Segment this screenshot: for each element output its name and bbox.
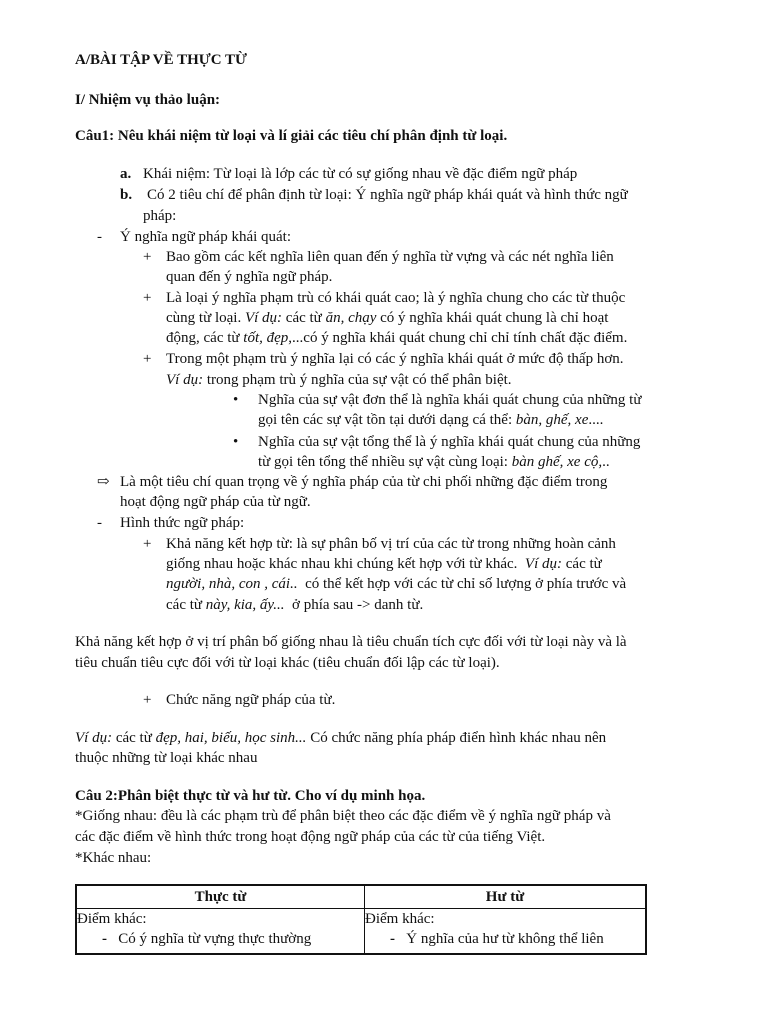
meaning-point2-line2: cùng từ loại. Ví dụ: các từ ăn, chạy có ý nghĩa khái quát chung là chỉ hoạt: [166, 310, 609, 326]
meaning-point1-line2: quan đến ý nghĩa ngữ pháp.: [166, 269, 333, 285]
arrow-point-line2: hoạt động ngữ pháp của từ ngữ.: [120, 494, 311, 510]
sub-bullet2-line1: Nghĩa của sự vật tổng thể là ý nghĩa khái quát chung của những: [258, 434, 641, 450]
list-marker-a: a.: [120, 166, 132, 182]
bullet-marker: •: [233, 434, 239, 450]
plus-marker: +: [143, 351, 152, 367]
doc-title: A/BÀI TẬP VỀ THỰC TỪ: [75, 52, 247, 68]
arrow-icon: ⇨: [97, 474, 110, 490]
difference-heading: *Khác nhau:: [75, 850, 152, 866]
table-header-cell: Hư từ: [365, 885, 647, 909]
list-item-b-line1: Có 2 tiêu chí để phân định từ loại: Ý nghĩa ngữ pháp khái quát và hình thức ngữ: [147, 187, 628, 203]
meaning-point3-line2: Ví dụ: trong phạm trù ý nghĩa của sự vật có thể phân biệt.: [166, 372, 512, 388]
similarity-line2: các đặc điểm về hình thức trong hoạt động ngữ pháp của các từ của tiếng Việt.: [75, 829, 546, 845]
list-marker-b: b.: [120, 187, 133, 203]
paragraph-line2: tiêu chuẩn tiêu cực đối với từ loại khác (tiêu chuẩn đối lập các từ loại).: [75, 655, 500, 671]
plus-marker: +: [143, 290, 152, 306]
table-header-cell: Thực từ: [76, 885, 365, 909]
table-cell: [76, 909, 365, 955]
dash-marker: -: [97, 515, 102, 531]
dash-marker: -: [97, 229, 102, 245]
meaning-point2-line3: động, các từ tốt, đẹp,...có ý nghĩa khái quát chung chỉ chỉ tính chất đặc điểm.: [166, 330, 628, 346]
list-item-b-line2: pháp:: [143, 208, 177, 224]
plus-marker: +: [143, 536, 152, 552]
cell-label: Điểm khác:: [365, 911, 435, 927]
combination-line1: Khả năng kết hợp từ: là sự phân bố vị trí của các từ trong những hoàn cảnh: [166, 536, 616, 552]
arrow-point-line1: Là một tiêu chí quan trọng về ý nghĩa pháp của từ chi phối những đặc điểm trong: [120, 474, 608, 490]
cell-bullet-line: - Ý nghĩa của hư từ không thể liên: [390, 931, 604, 947]
sub-bullet1-line2: gọi tên các sự vật tồn tại dưới dạng cá thể: bàn, ghế, xe....: [258, 412, 604, 428]
list-item-a: Khái niệm: Từ loại là lớp các từ có sự giống nhau về đặc điểm ngữ pháp: [143, 166, 578, 182]
sub-bullet2-line2: từ gọi tên tổng thể nhiều sự vật cùng loại: bàn ghế, xe cộ,..: [258, 454, 610, 470]
plus-marker: +: [143, 249, 152, 265]
table-header-row: [76, 885, 646, 909]
combination-line4: các từ này, kia, ấy... ở phía sau -> danh từ.: [166, 597, 424, 613]
bullet-marker: •: [233, 392, 239, 408]
meaning-point3-line1: Trong một phạm trù ý nghĩa lại có các ý nghĩa khái quát ở mức độ thấp hơn.: [166, 351, 624, 367]
function-item: Chức năng ngữ pháp của từ.: [166, 692, 336, 708]
cell-bullet-line: - Có ý nghĩa từ vựng thực thường: [102, 931, 312, 947]
cell-label: Điểm khác:: [77, 911, 147, 927]
meaning-point2-line1: Là loại ý nghĩa phạm trù có khái quát cao; là ý nghĩa chung cho các từ thuộc: [166, 290, 626, 306]
plus-marker: +: [143, 692, 152, 708]
table-cell: [365, 909, 647, 955]
comparison-table: [75, 884, 647, 955]
question-2-heading: Câu 2:Phân biệt thực từ và hư từ. Cho ví dụ minh họa.: [75, 788, 426, 804]
paragraph-line1: Khả năng kết hợp ở vị trí phân bố giống nhau là tiêu chuẩn tích cực đối với từ loại này và là: [75, 634, 627, 650]
similarity-line1: *Giống nhau: đều là các phạm trù để phân biệt theo các đặc điểm về ý nghĩa ngữ pháp và: [75, 808, 611, 824]
question-1-heading: Câu1: Nêu khái niệm từ loại và lí giải các tiêu chí phân định từ loại.: [75, 128, 508, 144]
form-heading: Hình thức ngữ pháp:: [120, 515, 245, 531]
combination-line3: người, nhà, con , cái.. có thể kết hợp với các từ chỉ số lượng ở phía trước và: [166, 576, 627, 592]
meaning-heading: Ý nghĩa ngữ pháp khái quát:: [120, 229, 292, 245]
example-line2: thuộc những từ loại khác nhau: [75, 750, 258, 766]
table-row: [76, 909, 646, 955]
section-heading: I/ Nhiệm vụ thảo luận:: [75, 92, 221, 108]
meaning-point1-line1: Bao gồm các kết nghĩa liên quan đến ý nghĩa từ vựng và các nét nghĩa liên: [166, 249, 614, 265]
example-line1: Ví dụ: các từ đẹp, hai, biếu, học sinh... Có chức năng phía pháp điển hình khác nhau nên: [75, 730, 607, 746]
combination-line2: giống nhau hoặc khác nhau khi chúng kết hợp với từ khác. Ví dụ: các từ: [166, 556, 602, 572]
sub-bullet1-line1: Nghĩa của sự vật đơn thể là nghĩa khái quát chung của những từ: [258, 392, 642, 408]
